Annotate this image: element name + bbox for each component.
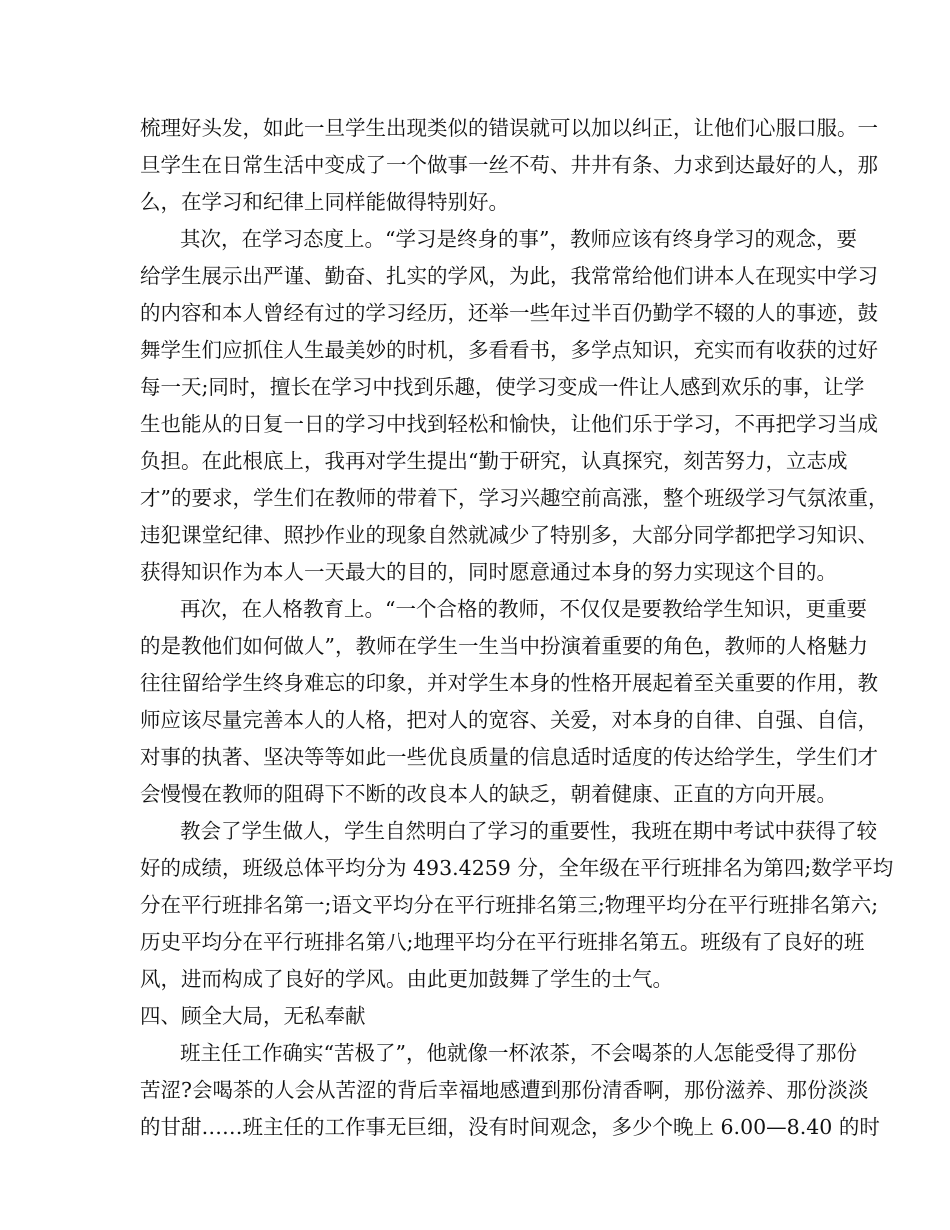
text-line: 好的成绩，班级总体平均分为 493.4259 分，全年级在平行班排名为第四;数学平均 <box>140 856 894 880</box>
text-line: 的是教他们如何做人”，教师在学生一生当中扮演着重要的角色，教师的人格魅力 <box>140 634 868 658</box>
text-line: 的内容和本人曾经有过的学习经历，还举一些年过半百仍勤学不辍的人的事迹，鼓 <box>140 301 878 325</box>
text-line: 么，在学习和纪律上同样能做得特别好。 <box>140 190 509 214</box>
text-line: 的甘甜……班主任的工作事无巨细，没有时间观念，多少个晚上 6.00—8.40 的时 <box>140 1115 880 1139</box>
text-line: 才”的要求，学生们在教师的带着下，学习兴趣空前高涨，整个班级学习气氛浓重， <box>140 486 889 510</box>
text-line: 教会了学生做人，学生自然明白了学习的重要性，我班在期中考试中获得了较 <box>180 819 877 843</box>
text-line: 给学生展示出严谨、勤奋、扎实的学风，为此，我常常给他们讲本人在现实中学习 <box>140 264 878 288</box>
text-line: 梳理好头发，如此一旦学生出现类似的错误就可以加以纠正，让他们心服口服。一 <box>140 116 878 140</box>
text-line: 其次，在学习态度上。“学习是终身的事”，教师应该有终身学习的观念，要 <box>180 227 857 251</box>
text-line: 旦学生在日常生活中变成了一个做事一丝不苟、井井有条、力求到达最好的人，那 <box>140 153 878 177</box>
text-line: 再次，在人格教育上。“一个合格的教师，不仅仅是要教给学生知识，更重要 <box>180 597 867 621</box>
text-line: 往往留给学生终身难忘的印象，并对学生本身的性格开展起着至关重要的作用，教 <box>140 671 878 695</box>
text-line: 分在平行班排名第一;语文平均分在平行班排名第三;物理平均分在平行班排名第六; <box>140 893 879 917</box>
text-line: 苦涩?会喝茶的人会从苦涩的背后幸福地感遭到那份清香啊，那份滋养、那份淡淡 <box>140 1078 869 1102</box>
text-line: 违犯课堂纪律、照抄作业的现象自然就减少了特别多，大部分同学都把学习知识、 <box>140 523 878 547</box>
text-line: 班主任工作确实“苦极了”，他就像一杯浓茶，不会喝茶的人怎能受得了那份 <box>180 1041 857 1065</box>
text-line: 会慢慢在教师的阻碍下不断的改良本人的缺乏，朝着健康、正直的方向开展。 <box>140 782 837 806</box>
text-line: 获得知识作为本人一天最大的目的，同时愿意通过本身的努力实现这个目的。 <box>140 560 837 584</box>
text-line: 对事的执著、坚决等等如此一些优良质量的信息适时适度的传达给学生，学生们才 <box>140 745 878 769</box>
text-line: 负担。在此根底上，我再对学生提出“勤于研究，认真探究，刻苦努力，立志成 <box>140 449 848 473</box>
text-line: 师应该尽量完善本人的人格，把对人的宽容、关爱，对本身的自律、自强、自信， <box>140 708 878 732</box>
text-line: 风，进而构成了良好的学风。由此更加鼓舞了学生的士气。 <box>140 967 673 991</box>
section-heading: 四、顾全大局，无私奉献 <box>140 1004 366 1028</box>
text-line: 每一天;同时，擅长在学习中找到乐趣，使学习变成一件让人感到欢乐的事，让学 <box>140 375 865 399</box>
text-line: 舞学生们应抓住人生最美妙的时机，多看看书，多学点知识，充实而有收获的过好 <box>140 338 878 362</box>
text-line: 历史平均分在平行班排名第八;地理平均分在平行班排名第五。班级有了良好的班 <box>140 930 865 954</box>
text-line: 生也能从的日复一日的学习中找到轻松和愉快，让他们乐于学习，不再把学习当成 <box>140 412 878 436</box>
